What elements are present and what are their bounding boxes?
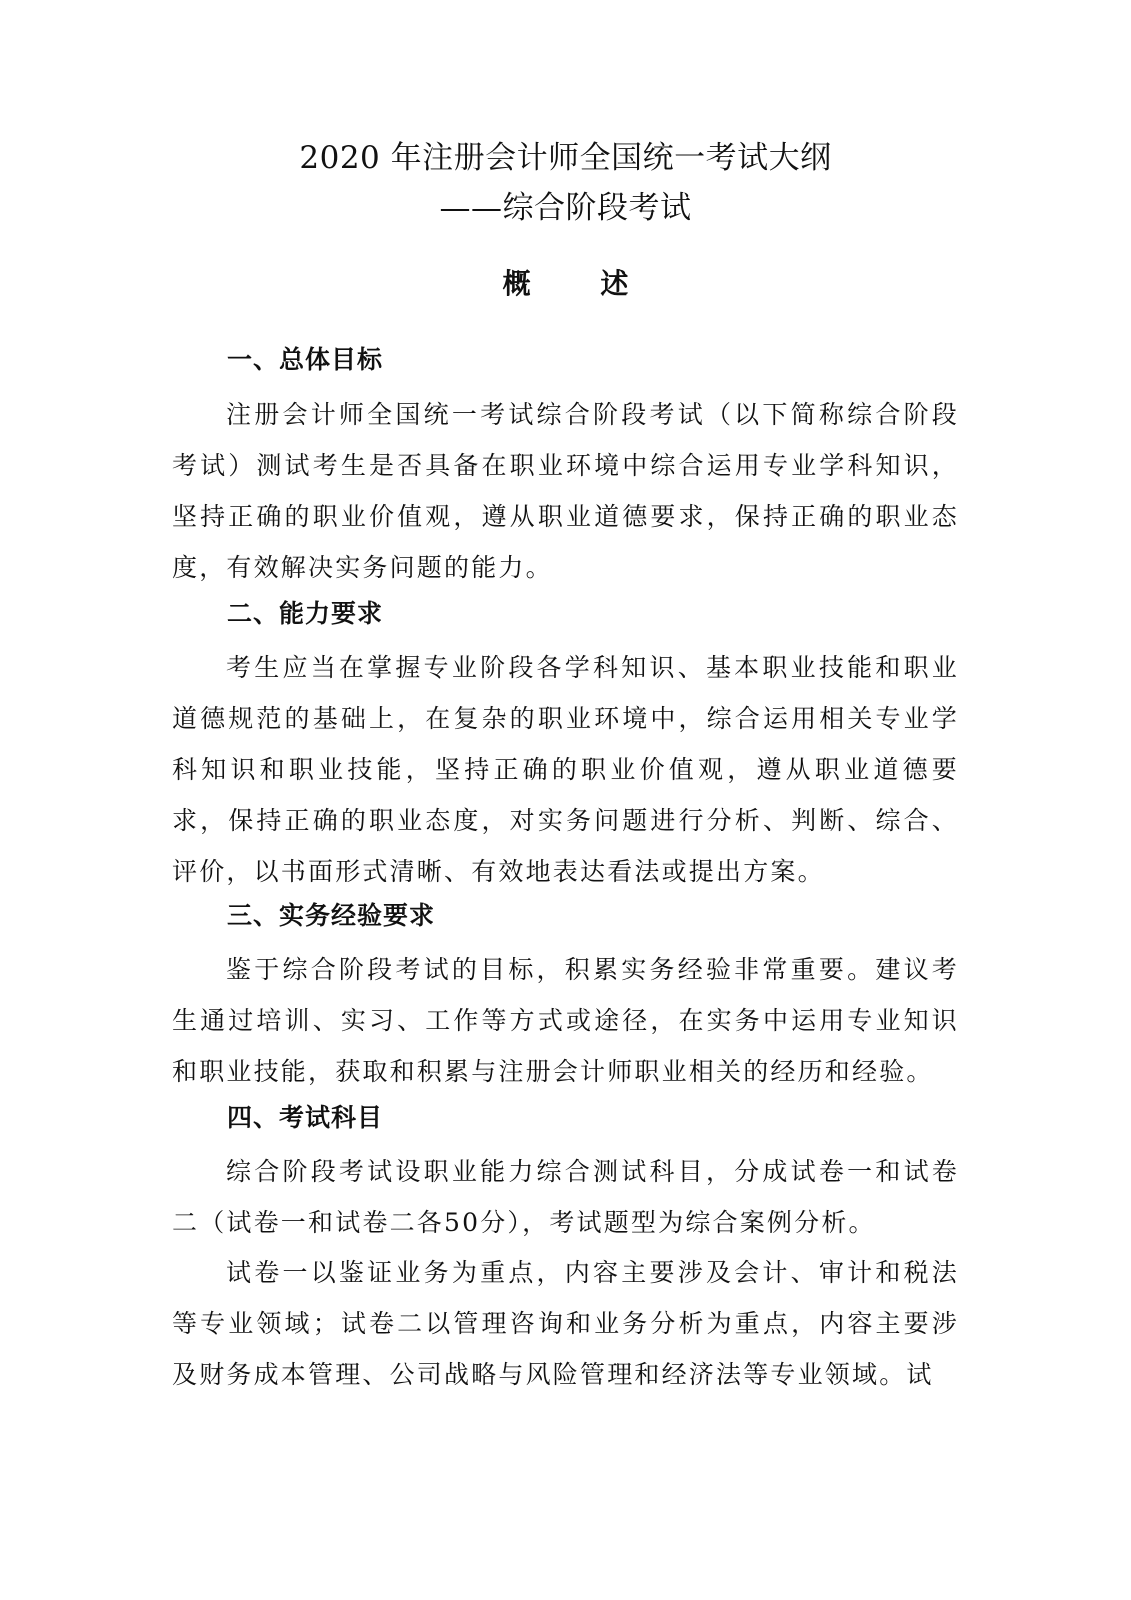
section-heading-practical-experience: 三、实务经验要求 <box>227 901 436 930</box>
section-body-practical-experience <box>172 944 959 1097</box>
section-body-exam-subjects-continued <box>172 1247 959 1400</box>
overview-heading: 概 述 <box>502 267 659 300</box>
section-body-overall-goal <box>172 389 959 593</box>
paragraph: 注册会计师全国统一考试综合阶段考试（以下简称综合阶段考试）测试考生是否具备在职业环境中综合运用专业学科知识，坚持正确的职业价值观，遵从职业道德要求，保持正确的职业态度，有效解决实务问题的能力。 <box>172 400 959 582</box>
paragraph: 鉴于综合阶段考试的目标，积累实务经验非常重要。建议考生通过培训、实习、工作等方式或途径，在实务中运用专业知识和职业技能，获取和积累与注册会计师职业相关的经历和经验。 <box>172 955 959 1086</box>
paragraph: 综合阶段考试设职业能力综合测试科目，分成试卷一和试卷二（试卷一和试卷二各50分），考试题型为综合案例分析。 <box>172 1157 959 1237</box>
document-title: 2020 年注册会计师全国统一考试大纲 <box>299 140 832 176</box>
paragraph: 考生应当在掌握专业阶段各学科知识、基本职业技能和职业道德规范的基础上，在复杂的职业环境中，综合运用相关专业学科知识和职业技能，坚持正确的职业价值观，遵从职业道德要求，保持正确的职业态度，对实务问题进行分析、判断、综合、评价，以书面形式清晰、有效地表达看法或提出方案。 <box>172 653 959 886</box>
section-heading-exam-subjects: 四、考试科目 <box>227 1103 384 1132</box>
document-subtitle: ——综合阶段考试 <box>439 190 692 226</box>
section-heading-overall-goal: 一、总体目标 <box>227 345 384 374</box>
section-heading-ability-requirements: 二、能力要求 <box>227 599 384 628</box>
paragraph: 试卷一以鉴证业务为重点，内容主要涉及会计、审计和税法等专业领域；试卷二以管理咨询和业务分析为重点，内容主要涉及财务成本管理、公司战略与风险管理和经济法等专业领域。试 <box>172 1258 959 1389</box>
section-body-exam-subjects <box>172 1146 959 1248</box>
section-body-ability-requirements <box>172 642 959 897</box>
